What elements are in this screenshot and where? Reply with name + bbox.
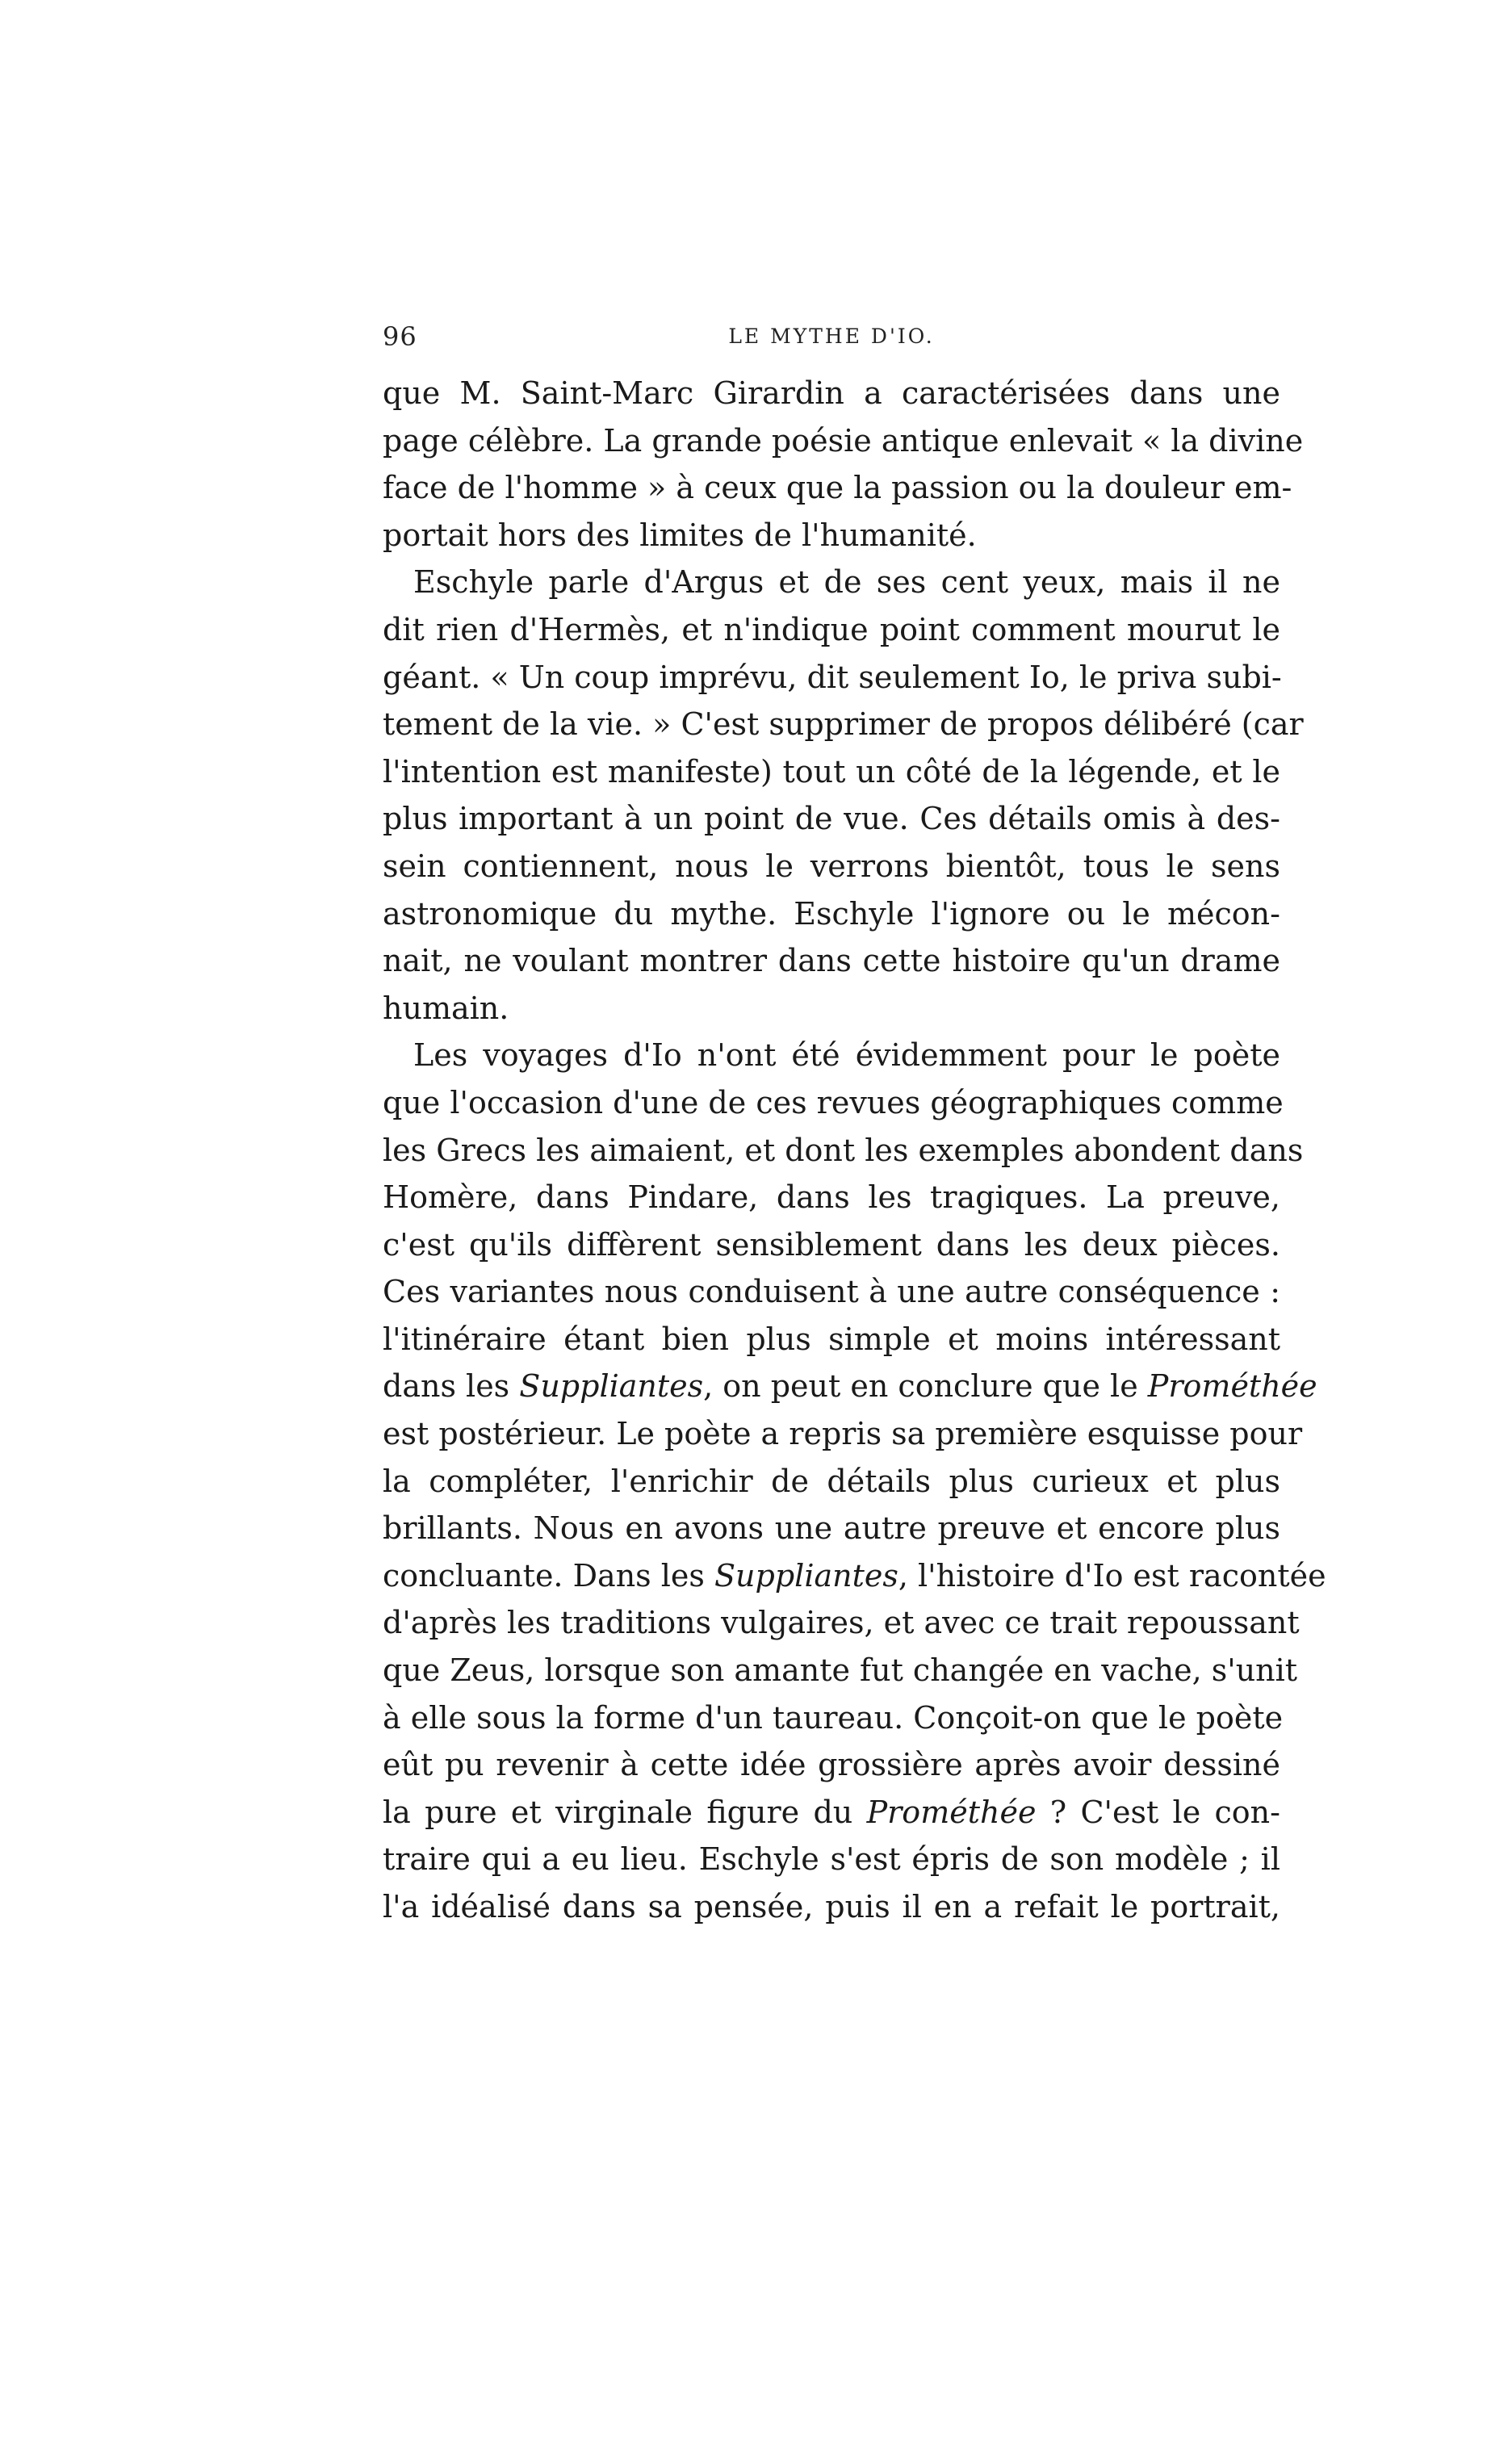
text-fragment: concluante. Dans les: [383, 1557, 705, 1594]
text-line: à elle sous la forme d'un taureau. Conçoit-on que le poète: [383, 1699, 1284, 1736]
text-line: que Zeus, lorsque son amante fut changée en vache, s'unit: [383, 1652, 1298, 1689]
text-line: dit rien d'Hermès, et n'indique point comment mourut le: [383, 611, 1280, 647]
text-line: Eschyle parle d'Argus et de ses cent yeux, mais il ne: [413, 564, 1280, 601]
italic-title: Prométhée: [866, 1794, 1037, 1830]
text-line: face de l'homme » à ceux que la passion ou la douleur em-: [383, 470, 1292, 506]
italic-title: Prométhée: [1147, 1368, 1317, 1405]
text-line: Homère, dans Pindare, dans les tragiques. La preuve,: [383, 1179, 1280, 1216]
text-line: [383, 1789, 1280, 1836]
text-line: [383, 1363, 1317, 1410]
text-line: est postérieur. Le poète a repris sa première esquisse pour: [383, 1416, 1303, 1452]
text-line: que l'occasion d'une de ces revues géographiques comme: [383, 1084, 1284, 1120]
running-title: LE MYTHE D'IO.: [728, 325, 935, 348]
text-line: humain.: [383, 990, 509, 1026]
text-fragment: ? C'est le con-: [1036, 1794, 1280, 1830]
text-line: page célèbre. La grande poésie antique enlevait « la divine: [383, 422, 1304, 459]
text-line: géant. « Un coup imprévu, dit seulement Io, le priva subi-: [383, 659, 1282, 695]
text-line: traire qui a eu lieu. Eschyle s'est épris de son modèle ; il: [383, 1841, 1280, 1878]
text-line: l'itinéraire étant bien plus simple et moins intéressant: [383, 1321, 1280, 1357]
text-line: les Grecs les aimaient, et dont les exemples abondent dans: [383, 1132, 1304, 1168]
text-line: sein contiennent, nous le verrons bientôt, tous le sens: [383, 848, 1280, 884]
text-line: l'a idéalisé dans sa pensée, puis il en a refait le portrait,: [383, 1889, 1280, 1924]
text-fragment: dans les: [383, 1368, 510, 1405]
text-line: que M. Saint-Marc Girardin a caractérisées dans une: [383, 375, 1280, 411]
text-line: astronomique du mythe. Eschyle l'ignore ou le mécon-: [383, 895, 1280, 932]
text-line: c'est qu'ils diffèrent sensiblement dans les deux pièces.: [383, 1226, 1280, 1263]
text-line: la compléter, l'enrichir de détails plus curieux et plus: [383, 1463, 1280, 1499]
text-fragment: , l'histoire d'Io est racontée: [898, 1557, 1326, 1594]
text-line: [383, 1552, 1326, 1600]
text-line: Ces variantes nous conduisent à une autre conséquence :: [383, 1274, 1280, 1310]
page-number: 96: [383, 321, 417, 352]
text-line: portait hors des limites de l'humanité.: [383, 517, 977, 553]
text-line: plus important à un point de vue. Ces détails omis à des-: [383, 801, 1280, 837]
page-header: [383, 321, 1280, 360]
text-fragment: , on peut en conclure que le: [703, 1368, 1138, 1405]
italic-title: Suppliantes: [714, 1557, 898, 1594]
text-line: tement de la vie. » C'est supprimer de propos délibéré (car: [383, 706, 1304, 743]
text-line: d'après les traditions vulgaires, et avec ce trait repoussant: [383, 1605, 1300, 1641]
text-line: Les voyages d'Io n'ont été évidemment pour le poète: [413, 1037, 1280, 1074]
text-line: nait, ne voulant montrer dans cette histoire qu'un drame: [383, 943, 1280, 979]
text-line: brillants. Nous en avons une autre preuve et encore plus: [383, 1510, 1280, 1547]
text-fragment: la pure et virginale figure du: [383, 1794, 853, 1830]
text-line: l'intention est manifeste) tout un côté de la légende, et le: [383, 753, 1280, 789]
body-text: [383, 370, 1326, 1931]
text-line: eût pu revenir à cette idée grossière après avoir dessiné: [383, 1747, 1280, 1783]
italic-title: Suppliantes: [519, 1368, 704, 1405]
